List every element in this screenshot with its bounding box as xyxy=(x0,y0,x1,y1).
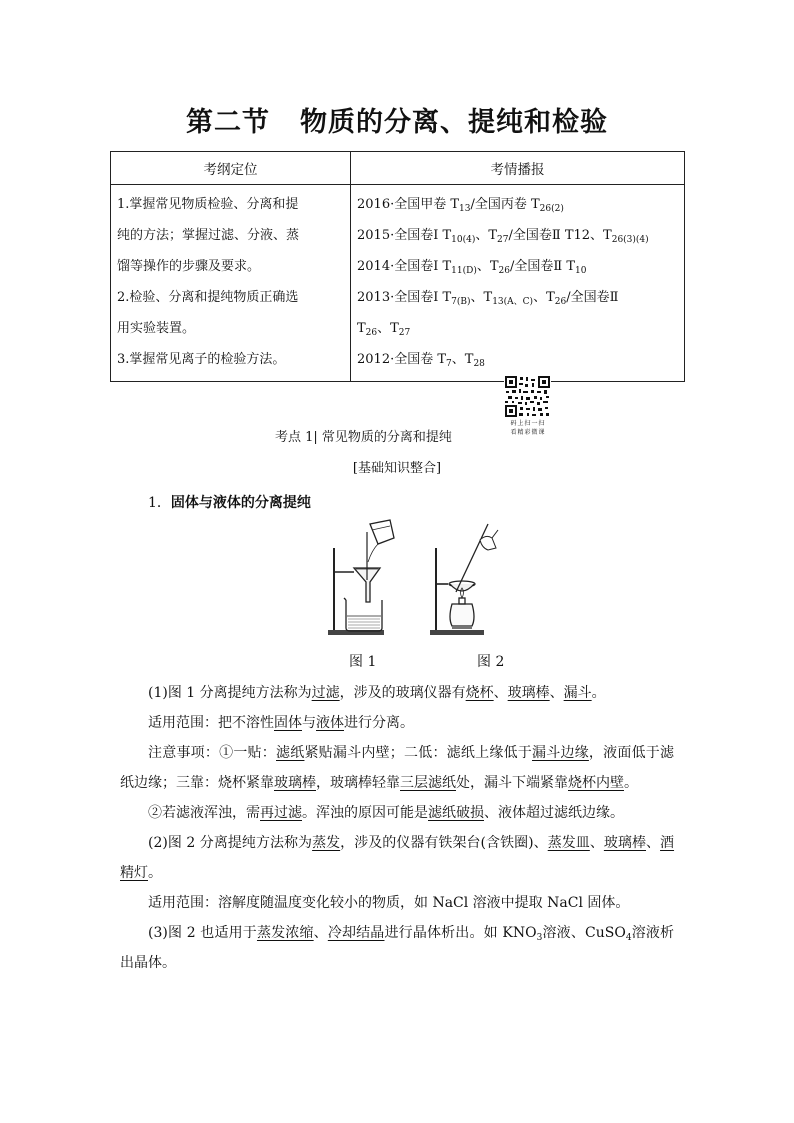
paragraph: (3)图 2 也适用于蒸发浓缩、冷却结晶进行晶体析出。如 $KNO_3$溶液、CuSO$_4$溶液析出晶体。 xyxy=(120,925,675,971)
syllabus-line: 馏等操作的步骤及要求。 xyxy=(117,259,261,274)
title-topic: 物质的分离、提纯和检验 xyxy=(300,107,608,138)
table-header-exam-report: 考情播报 xyxy=(351,152,685,185)
syllabus-line: 1.掌握常见物质检验、分离和提 xyxy=(117,197,299,212)
syllabus-line: 纯的方法；掌握过滤、分液、蒸 xyxy=(117,228,300,243)
paragraph: 适用范围：溶解度随温度变化较小的物质，如 NaCl 溶液中提取 NaCl 固体。 xyxy=(148,895,630,911)
syllabus-line: 3.掌握常见离子的检验方法。 xyxy=(117,352,286,367)
evaporation-apparatus-icon xyxy=(430,524,498,635)
exam-report-line: 2015·全国卷Ⅰ $T_{10(4)}$、$T_{27}/$全国卷Ⅱ T12、$T_{26(3)(4)}$ xyxy=(357,228,649,245)
paragraph: ②若滤液浑浊，需再过滤。浑浊的原因可能是滤纸破损、液体超过滤纸边缘。 xyxy=(148,805,624,821)
figure-caption: 图 2 xyxy=(477,654,505,670)
syllabus-line: 2.检验、分离和提纯物质正确选 xyxy=(117,290,299,305)
paragraph: 适用范围：把不溶性固体与液体进行分离。 xyxy=(148,715,414,731)
qr-caption xyxy=(500,419,556,437)
exam-report-line: 2014·全国卷Ⅰ $T_{11(D)}$、$T_{26}/$全国卷Ⅱ $T_{10}$ xyxy=(357,259,587,276)
syllabus-line: 用实验装置。 xyxy=(117,321,196,336)
exam-report-cell xyxy=(351,185,685,382)
paragraph: (2)图 2 分离提纯方法称为蒸发，涉及的仪器有铁架台(含铁圈)、蒸发皿、玻璃棒、酒精灯。 xyxy=(120,835,675,881)
exam-info-table xyxy=(110,151,685,382)
page-title xyxy=(0,100,794,139)
title-section: 第二节 xyxy=(186,107,270,138)
apparatus-figure xyxy=(320,518,500,643)
qr-code-icon[interactable] xyxy=(504,375,551,418)
qr-caption-line: 码上扫一扫 xyxy=(510,420,546,427)
section-heading: [基础知识整合] xyxy=(352,461,442,476)
kaodian-heading: 考点 1| 常见物质的分离和提纯 xyxy=(275,430,452,445)
exam-report-line: $T_{26}$、$T_{27}$ xyxy=(357,321,411,338)
figure-caption: 图 1 xyxy=(349,654,377,670)
table-header-syllabus: 考纲定位 xyxy=(111,152,351,185)
filtration-apparatus-icon xyxy=(328,520,394,635)
exam-report-line: 2012·全国卷 $T_7$、$T_{28}$ xyxy=(357,352,485,369)
syllabus-cell xyxy=(111,185,351,382)
subheading: 1．固体与液体的分离提纯 xyxy=(148,495,311,511)
exam-report-line: 2013·全国卷Ⅰ $T_{7(B)}$、$T_{13(A、C)}$、$T_{26}/$全国卷Ⅱ xyxy=(357,290,619,307)
paragraph: (1)图 1 分离提纯方法称为过滤，涉及的玻璃仪器有烧杯、玻璃棒、漏斗。 xyxy=(148,685,606,701)
qr-caption-line: 看精彩微课 xyxy=(510,429,546,436)
exam-report-line: 2016·全国甲卷 $T_{13}/$全国丙卷 $T_{26(2)}$ xyxy=(357,197,564,214)
body-text xyxy=(120,678,674,978)
paragraph: 注意事项：①一贴：滤纸紧贴漏斗内壁；二低：滤纸上缘低于漏斗边缘，液面低于滤纸边缘；三靠：烧杯紧靠玻璃棒，玻璃棒轻靠三层滤纸处，漏斗下端紧靠烧杯内壁。 xyxy=(120,745,675,791)
